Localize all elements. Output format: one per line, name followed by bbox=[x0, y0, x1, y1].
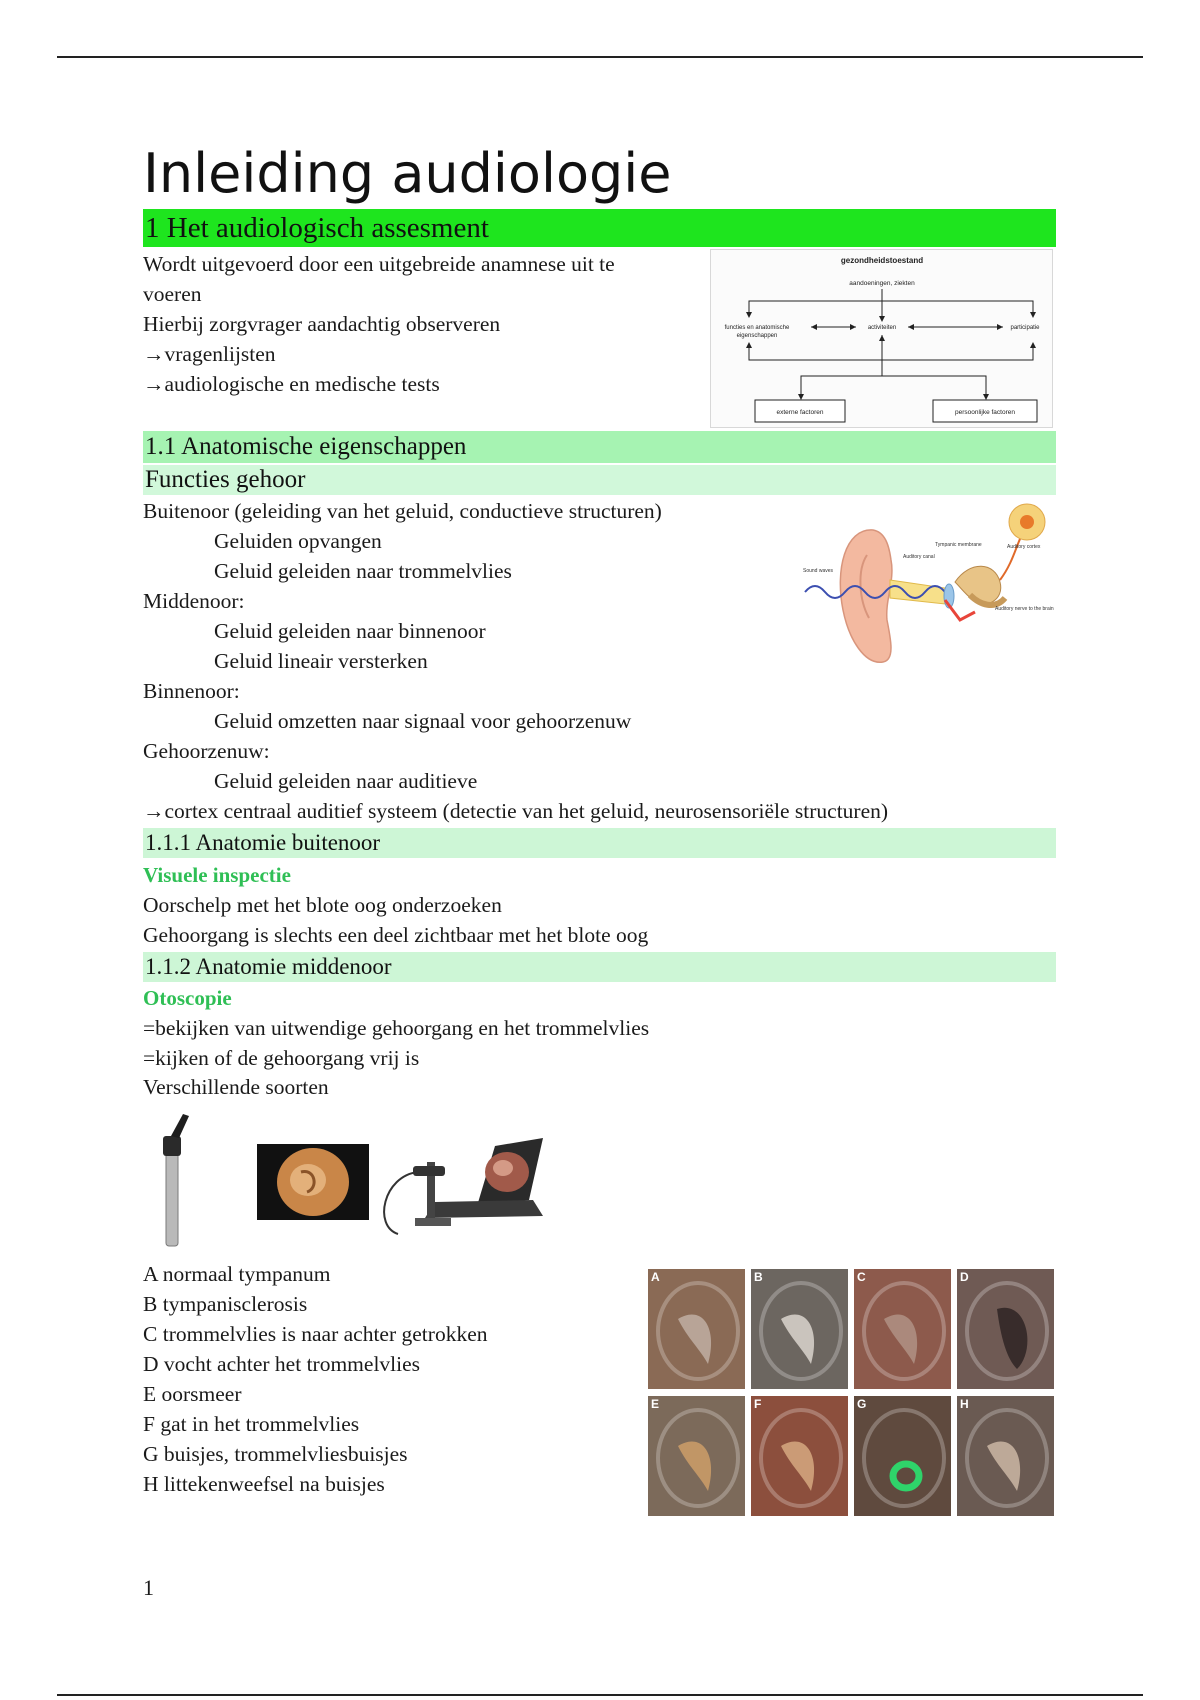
diagram-box-left: externe factoren bbox=[776, 409, 824, 416]
functies-line-4: Middenoor: bbox=[143, 589, 245, 613]
tympanum-tile-letter: H bbox=[960, 1397, 969, 1411]
eardrum-photo-icon bbox=[257, 1144, 369, 1220]
legend-item-d: D vocht achter het trommelvlies bbox=[143, 1352, 421, 1376]
intro-line-3: Hierbij zorgvrager aandachtig observeren bbox=[143, 312, 501, 336]
legend-item-c: C trommelvlies is naar achter getrokken bbox=[143, 1322, 488, 1346]
middenoor-line-3: Verschillende soorten bbox=[143, 1075, 329, 1099]
functies-line-9: Gehoorzenuw: bbox=[143, 739, 270, 763]
diagram-node-left-2: eigenschappen bbox=[736, 333, 778, 339]
diagram-node-center: activiteiten bbox=[867, 325, 897, 331]
functies-line-5: Geluid geleiden naar binnenoor bbox=[214, 619, 486, 643]
tympanum-tile-h bbox=[957, 1396, 1054, 1516]
tympanum-tile-g bbox=[854, 1396, 951, 1516]
ear-label-auditory-canal: Auditory canal bbox=[903, 554, 935, 560]
legend-item-e: E oorsmeer bbox=[143, 1382, 242, 1406]
diagram-node-left: functies en anatomische bbox=[724, 325, 790, 331]
ear-anatomy-illustration bbox=[795, 500, 1055, 670]
tympanum-tile-letter: D bbox=[960, 1270, 969, 1284]
legend-item-h: H littekenweefsel na buisjes bbox=[143, 1472, 385, 1496]
intro-line-2: voeren bbox=[143, 282, 202, 306]
tympanum-photo-grid bbox=[648, 1269, 1050, 1517]
ear-label-auditory-nerve: Auditory nerve to the brain bbox=[995, 606, 1054, 612]
intro-line-4: →vragenlijsten bbox=[143, 342, 276, 366]
tympanum-tile-letter: F bbox=[754, 1397, 762, 1411]
heading-functies-gehoor: Functies gehoor bbox=[143, 465, 1056, 495]
buitenoor-line-1: Oorschelp met het blote oog onderzoeken bbox=[143, 893, 502, 917]
tympanum-tile-f bbox=[751, 1396, 848, 1516]
legend-item-b: B tympanisclerosis bbox=[143, 1292, 308, 1316]
tympanum-tile-letter: B bbox=[754, 1270, 763, 1284]
functies-line-3: Geluid geleiden naar trommelvlies bbox=[214, 559, 512, 583]
top-rule bbox=[57, 56, 1143, 58]
functies-line-10: Geluid geleiden naar auditieve bbox=[214, 769, 478, 793]
buitenoor-line-2: Gehoorgang is slechts een deel zichtbaar met het blote oog bbox=[143, 923, 649, 947]
ear-label-sound-waves: Sound waves bbox=[803, 568, 834, 574]
page-title: Inleiding audiologie bbox=[143, 142, 672, 205]
functies-line-8: Geluid omzetten naar signaal voor gehoorzenuw bbox=[214, 709, 632, 733]
intro-line-5: →audiologische en medische tests bbox=[143, 372, 440, 396]
heading-anatomie-middenoor: 1.1.2 Anatomie middenoor bbox=[143, 952, 1056, 982]
tympanum-tile-d bbox=[957, 1269, 1054, 1389]
page-number: 1 bbox=[143, 1575, 154, 1600]
tympanum-tile-e bbox=[648, 1396, 745, 1516]
ear-label-brain: Auditory cortex bbox=[1007, 544, 1041, 550]
functies-line-6: Geluid lineair versterken bbox=[214, 649, 428, 673]
subheading-visuele-inspectie: Visuele inspectie bbox=[143, 863, 291, 887]
subheading-otoscopie: Otoscopie bbox=[143, 986, 232, 1010]
diagram-box-right: persoonlijke factoren bbox=[955, 409, 1015, 416]
functies-line-7: Binnenoor: bbox=[143, 679, 240, 703]
tympanum-tile-b bbox=[751, 1269, 848, 1389]
health-model-diagram bbox=[710, 249, 1053, 428]
functies-line-2: Geluiden opvangen bbox=[214, 529, 382, 553]
otoscope-images bbox=[143, 1106, 573, 1256]
tympanum-tile-letter: C bbox=[857, 1270, 866, 1284]
ear-label-tympanic-membrane: Tympanic membrane bbox=[935, 542, 982, 548]
functies-line-11: →cortex centraal auditief systeem (detectie van het geluid, neurosensoriële structuren) bbox=[143, 799, 889, 823]
tympanum-tile-letter: G bbox=[857, 1397, 867, 1411]
legend-item-g: G buisjes, trommelvliesbuisjes bbox=[143, 1442, 408, 1466]
handheld-otoscope-icon bbox=[163, 1114, 189, 1246]
video-otoscope-icon bbox=[384, 1138, 543, 1234]
diagram-node-right: participatie bbox=[1010, 325, 1040, 331]
heading-anatomie-buitenoor: 1.1.1 Anatomie buitenoor bbox=[143, 828, 1056, 858]
legend-item-a: A normaal tympanum bbox=[143, 1262, 331, 1286]
functies-line-1: Buitenoor (geleiding van het geluid, conductieve structuren) bbox=[143, 499, 662, 523]
middenoor-line-1: =bekijken van uitwendige gehoorgang en het trommelvlies bbox=[143, 1016, 650, 1040]
legend-item-f: F gat in het trommelvlies bbox=[143, 1412, 360, 1436]
bottom-rule bbox=[57, 1694, 1143, 1696]
tympanum-tile-c bbox=[854, 1269, 951, 1389]
tympanum-tile-a bbox=[648, 1269, 745, 1389]
diagram-subtitle: aandoeningen, ziekten bbox=[849, 280, 915, 287]
heading-anatomische-eigenschappen: 1.1 Anatomische eigenschappen bbox=[143, 431, 1056, 463]
heading-audiologisch-assesment: 1 Het audiologisch assesment bbox=[143, 209, 1056, 247]
tympanum-tile-letter: E bbox=[651, 1397, 660, 1411]
middenoor-line-2: =kijken of de gehoorgang vrij is bbox=[143, 1046, 420, 1070]
tympanum-tile-letter: A bbox=[651, 1270, 660, 1284]
intro-line-1: Wordt uitgevoerd door een uitgebreide anamnese uit te bbox=[143, 252, 615, 276]
diagram-title: gezondheidstoestand bbox=[840, 256, 924, 265]
